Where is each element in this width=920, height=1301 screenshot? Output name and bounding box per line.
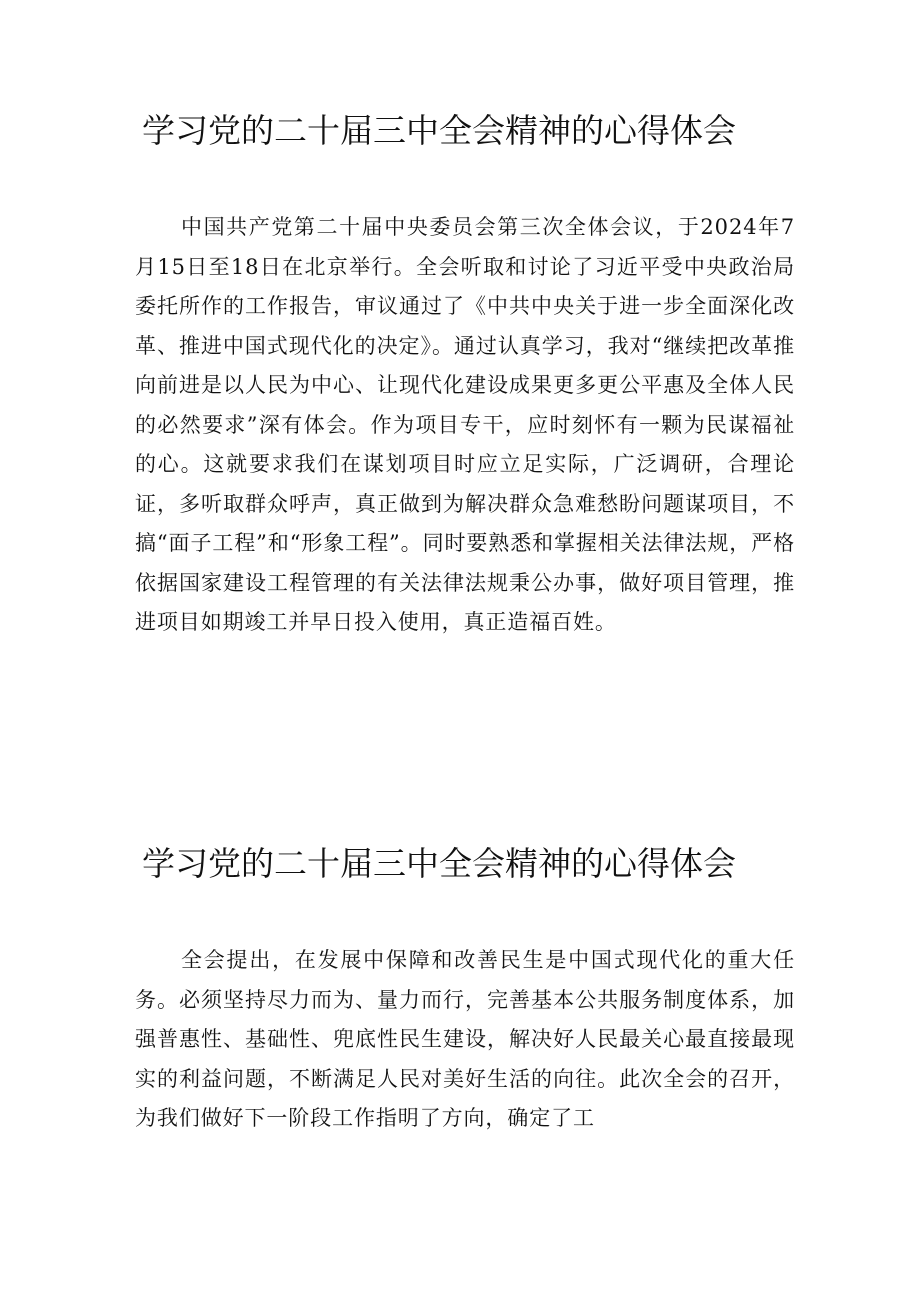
article-title-1: 学习党的二十届三中全会精神的心得体会 [142, 111, 736, 150]
article-body-1: 中国共产党第二十届中央委员会第三次全体会议，于2024年7月15日至18日在北京举行。全会听取和讨论了习近平受中央政治局委托所作的工作报告，审议通过了《中共中央关于进一步全面深化改革、推进中国式现代化的决定》。通过认真学习，我对“继续把改革推向前进是以人民为中心、让现代化建设成果更多更公平惠及全体人民的必然要求”深有体会。作为项目专干，应时刻怀有一颗为民谋福祉的心。这就要求我们在谋划项目时应立足实际，广泛调研，合理论证，多听取群众呼声，真正做到为解决群众急难愁盼问题谋项目，不搞“面子工程”和“形象工程”。同时要熟悉和掌握相关法律法规，严格依据国家建设工程管理的有关法律法规秉公办事，做好项目管理，推进项目如期竣工并早日投入使用，真正造福百姓。 [135, 215, 795, 634]
article-title-2: 学习党的二十届三中全会精神的心得体会 [142, 844, 736, 883]
article-body-2: 全会提出，在发展中保障和改善民生是中国式现代化的重大任务。必须坚持尽力而为、量力而行，完善基本公共服务制度体系，加强普惠性、基础性、兜底性民生建设，解决好人民最关心最直接最现实的利益问题，不断满足人民对美好生活的向往。此次全会的召开，为我们做好下一阶段工作指明了方向，确定了工 [135, 948, 795, 1130]
article-section-2 [0, 841, 920, 1130]
article-section-1 [0, 108, 920, 634]
